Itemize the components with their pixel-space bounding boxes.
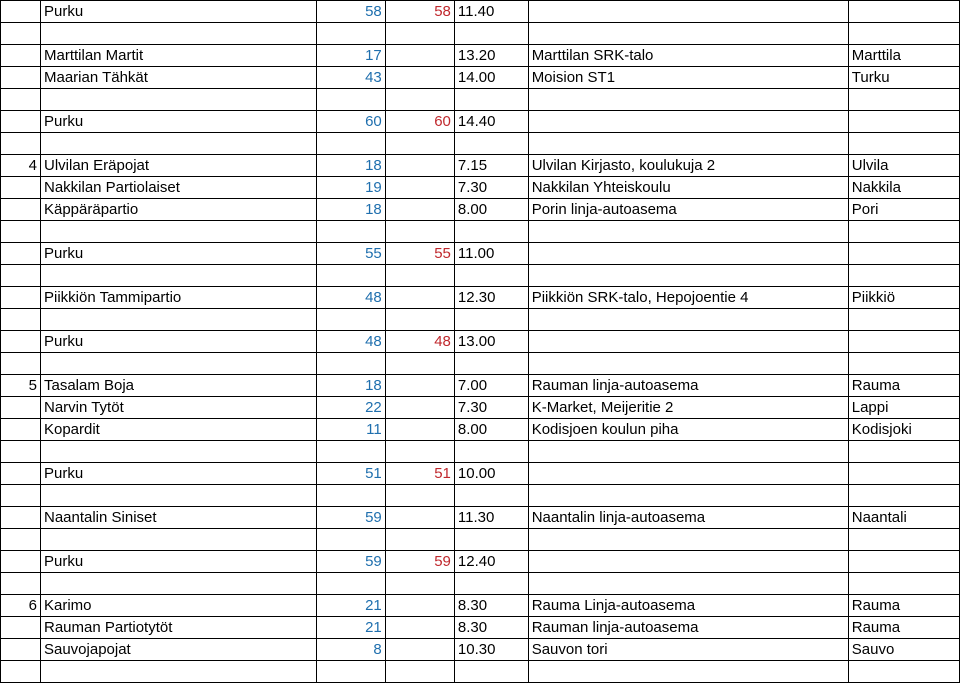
town-cell[interactable]: Lappi <box>848 397 959 419</box>
pickup-place-cell[interactable]: Rauma Linja-autoasema <box>528 595 848 617</box>
pickup-place-cell[interactable] <box>528 23 848 45</box>
town-cell[interactable] <box>848 243 959 265</box>
day-number-cell[interactable]: 4 <box>1 155 41 177</box>
unload-count-cell[interactable] <box>385 177 454 199</box>
table-row <box>1 265 960 287</box>
pickup-place-cell[interactable]: Porin linja-autoasema <box>528 199 848 221</box>
participant-count-cell[interactable]: 43 <box>316 67 385 89</box>
town-cell[interactable]: Pori <box>848 199 959 221</box>
table-row <box>1 639 960 661</box>
group-name-cell[interactable]: Ulvilan Eräpojat <box>40 155 316 177</box>
day-number-cell[interactable] <box>1 463 41 485</box>
group-name-cell[interactable]: Naantalin Siniset <box>40 507 316 529</box>
pickup-place-cell[interactable] <box>528 441 848 463</box>
unload-count-cell[interactable] <box>385 529 454 551</box>
participant-count-cell[interactable]: 18 <box>316 375 385 397</box>
group-name-cell[interactable]: Purku <box>40 1 316 23</box>
departure-time-cell[interactable] <box>454 661 528 683</box>
town-cell[interactable] <box>848 111 959 133</box>
participant-count-cell[interactable] <box>316 23 385 45</box>
departure-time-cell[interactable] <box>454 309 528 331</box>
participant-count-cell[interactable]: 59 <box>316 551 385 573</box>
pickup-place-cell[interactable] <box>528 265 848 287</box>
departure-time-cell[interactable]: 7.15 <box>454 155 528 177</box>
pickup-place-cell[interactable]: Ulvilan Kirjasto, koulukuja 2 <box>528 155 848 177</box>
town-cell[interactable] <box>848 133 959 155</box>
unload-count-cell[interactable] <box>385 199 454 221</box>
departure-time-cell[interactable] <box>454 265 528 287</box>
town-cell[interactable]: Ulvila <box>848 155 959 177</box>
town-cell[interactable]: Nakkila <box>848 177 959 199</box>
day-number-cell[interactable] <box>1 419 41 441</box>
unload-count-cell[interactable] <box>385 265 454 287</box>
pickup-place-cell[interactable]: Marttilan SRK-talo <box>528 45 848 67</box>
table-row <box>1 419 960 441</box>
day-number-cell[interactable] <box>1 551 41 573</box>
group-name-cell[interactable]: Marttilan Martit <box>40 45 316 67</box>
town-cell[interactable]: Rauma <box>848 617 959 639</box>
unload-count-cell[interactable] <box>385 639 454 661</box>
participant-count-cell[interactable]: 18 <box>316 199 385 221</box>
unload-count-cell[interactable] <box>385 441 454 463</box>
participant-count-cell[interactable]: 48 <box>316 287 385 309</box>
pickup-place-cell[interactable]: K-Market, Meijeritie 2 <box>528 397 848 419</box>
day-number-cell[interactable] <box>1 199 41 221</box>
departure-time-cell[interactable]: 8.30 <box>454 617 528 639</box>
day-number-cell[interactable] <box>1 45 41 67</box>
town-cell[interactable]: Kodisjoki <box>848 419 959 441</box>
unload-count-cell[interactable]: 48 <box>385 331 454 353</box>
pickup-place-cell[interactable] <box>528 573 848 595</box>
day-number-cell[interactable]: 6 <box>1 595 41 617</box>
table-row <box>1 529 960 551</box>
unload-count-cell[interactable] <box>385 661 454 683</box>
pickup-place-cell[interactable]: Naantalin linja-autoasema <box>528 507 848 529</box>
departure-time-cell[interactable]: 11.30 <box>454 507 528 529</box>
departure-time-cell[interactable]: 13.20 <box>454 45 528 67</box>
unload-count-cell[interactable] <box>385 485 454 507</box>
table-row <box>1 111 960 133</box>
participant-count-cell[interactable] <box>316 221 385 243</box>
unload-count-cell[interactable] <box>385 67 454 89</box>
table-row <box>1 397 960 419</box>
participant-count-cell[interactable] <box>316 89 385 111</box>
departure-time-cell[interactable]: 11.00 <box>454 243 528 265</box>
day-number-cell[interactable] <box>1 89 41 111</box>
day-number-cell[interactable]: 5 <box>1 375 41 397</box>
town-cell[interactable] <box>848 529 959 551</box>
town-cell[interactable]: Sauvo <box>848 639 959 661</box>
pickup-place-cell[interactable] <box>528 353 848 375</box>
pickup-place-cell[interactable] <box>528 89 848 111</box>
town-cell[interactable]: Naantali <box>848 507 959 529</box>
group-name-cell[interactable] <box>40 89 316 111</box>
unload-count-cell[interactable]: 51 <box>385 463 454 485</box>
group-name-cell[interactable] <box>40 23 316 45</box>
participant-count-cell[interactable] <box>316 133 385 155</box>
unload-count-cell[interactable] <box>385 595 454 617</box>
participant-count-cell[interactable]: 59 <box>316 507 385 529</box>
town-cell[interactable] <box>848 485 959 507</box>
unload-count-cell[interactable] <box>385 353 454 375</box>
pickup-place-cell[interactable] <box>528 551 848 573</box>
town-cell[interactable]: Turku <box>848 67 959 89</box>
table-row <box>1 67 960 89</box>
departure-time-cell[interactable]: 10.30 <box>454 639 528 661</box>
departure-time-cell[interactable]: 12.40 <box>454 551 528 573</box>
participant-count-cell[interactable]: 19 <box>316 177 385 199</box>
schedule-body <box>1 1 960 683</box>
group-name-cell[interactable]: Nakkilan Partiolaiset <box>40 177 316 199</box>
town-cell[interactable] <box>848 265 959 287</box>
town-cell[interactable] <box>848 441 959 463</box>
pickup-place-cell[interactable]: Sauvon tori <box>528 639 848 661</box>
unload-count-cell[interactable] <box>385 221 454 243</box>
participant-count-cell[interactable] <box>316 573 385 595</box>
unload-count-cell[interactable]: 60 <box>385 111 454 133</box>
group-name-cell[interactable] <box>40 661 316 683</box>
unload-count-cell[interactable] <box>385 573 454 595</box>
participant-count-cell[interactable]: 21 <box>316 617 385 639</box>
participant-count-cell[interactable] <box>316 661 385 683</box>
participant-count-cell[interactable]: 18 <box>316 155 385 177</box>
departure-time-cell[interactable] <box>454 221 528 243</box>
town-cell[interactable] <box>848 309 959 331</box>
group-name-cell[interactable] <box>40 221 316 243</box>
day-number-cell[interactable] <box>1 67 41 89</box>
day-number-cell[interactable] <box>1 573 41 595</box>
group-name-cell[interactable] <box>40 265 316 287</box>
unload-count-cell[interactable]: 58 <box>385 1 454 23</box>
departure-time-cell[interactable]: 11.40 <box>454 1 528 23</box>
group-name-cell[interactable]: Purku <box>40 463 316 485</box>
departure-time-cell[interactable]: 13.00 <box>454 331 528 353</box>
group-name-cell[interactable]: Narvin Tytöt <box>40 397 316 419</box>
table-row <box>1 133 960 155</box>
table-row <box>1 353 960 375</box>
table-row <box>1 617 960 639</box>
unload-count-cell[interactable] <box>385 23 454 45</box>
unload-count-cell[interactable] <box>385 89 454 111</box>
participant-count-cell[interactable]: 11 <box>316 419 385 441</box>
departure-time-cell[interactable] <box>454 529 528 551</box>
pickup-place-cell[interactable]: Rauman linja-autoasema <box>528 375 848 397</box>
table-row <box>1 375 960 397</box>
day-number-cell[interactable] <box>1 221 41 243</box>
town-cell[interactable]: Rauma <box>848 375 959 397</box>
table-row <box>1 309 960 331</box>
table-row <box>1 89 960 111</box>
day-number-cell[interactable] <box>1 485 41 507</box>
town-cell[interactable] <box>848 1 959 23</box>
day-number-cell[interactable] <box>1 397 41 419</box>
day-number-cell[interactable] <box>1 617 41 639</box>
town-cell[interactable] <box>848 551 959 573</box>
day-number-cell[interactable] <box>1 309 41 331</box>
table-row <box>1 287 960 309</box>
town-cell[interactable] <box>848 331 959 353</box>
unload-count-cell[interactable] <box>385 375 454 397</box>
table-row <box>1 221 960 243</box>
pickup-place-cell[interactable] <box>528 111 848 133</box>
table-row <box>1 45 960 67</box>
departure-time-cell[interactable]: 14.40 <box>454 111 528 133</box>
pickup-place-cell[interactable]: Piikkiön SRK-talo, Hepojoentie 4 <box>528 287 848 309</box>
pickup-place-cell[interactable] <box>528 243 848 265</box>
unload-count-cell[interactable] <box>385 133 454 155</box>
participant-count-cell[interactable] <box>316 529 385 551</box>
pickup-place-cell[interactable] <box>528 221 848 243</box>
departure-time-cell[interactable] <box>454 441 528 463</box>
group-name-cell[interactable] <box>40 353 316 375</box>
town-cell[interactable] <box>848 353 959 375</box>
group-name-cell[interactable]: Karimo <box>40 595 316 617</box>
day-number-cell[interactable] <box>1 507 41 529</box>
participant-count-cell[interactable]: 58 <box>316 1 385 23</box>
day-number-cell[interactable] <box>1 1 41 23</box>
participant-count-cell[interactable] <box>316 309 385 331</box>
participant-count-cell[interactable]: 55 <box>316 243 385 265</box>
participant-count-cell[interactable] <box>316 485 385 507</box>
group-name-cell[interactable]: Kopardit <box>40 419 316 441</box>
town-cell[interactable] <box>848 23 959 45</box>
day-number-cell[interactable] <box>1 133 41 155</box>
table-row <box>1 331 960 353</box>
pickup-place-cell[interactable]: Nakkilan Yhteiskoulu <box>528 177 848 199</box>
unload-count-cell[interactable] <box>385 309 454 331</box>
unload-count-cell[interactable]: 55 <box>385 243 454 265</box>
day-number-cell[interactable] <box>1 661 41 683</box>
table-row <box>1 661 960 683</box>
participant-count-cell[interactable]: 48 <box>316 331 385 353</box>
group-name-cell[interactable]: Tasalam Boja <box>40 375 316 397</box>
group-name-cell[interactable]: Purku <box>40 243 316 265</box>
pickup-place-cell[interactable] <box>528 463 848 485</box>
participant-count-cell[interactable]: 21 <box>316 595 385 617</box>
group-name-cell[interactable]: Purku <box>40 331 316 353</box>
pickup-place-cell[interactable] <box>528 529 848 551</box>
day-number-cell[interactable] <box>1 441 41 463</box>
departure-time-cell[interactable] <box>454 89 528 111</box>
group-name-cell[interactable] <box>40 573 316 595</box>
group-name-cell[interactable]: Piikkiön Tammipartio <box>40 287 316 309</box>
participant-count-cell[interactable]: 51 <box>316 463 385 485</box>
town-cell[interactable]: Marttila <box>848 45 959 67</box>
departure-time-cell[interactable]: 10.00 <box>454 463 528 485</box>
table-row <box>1 507 960 529</box>
pickup-place-cell[interactable]: Kodisjoen koulun piha <box>528 419 848 441</box>
town-cell[interactable] <box>848 221 959 243</box>
pickup-place-cell[interactable] <box>528 1 848 23</box>
departure-time-cell[interactable] <box>454 353 528 375</box>
table-row <box>1 485 960 507</box>
town-cell[interactable] <box>848 661 959 683</box>
departure-time-cell[interactable]: 8.00 <box>454 419 528 441</box>
table-row <box>1 441 960 463</box>
pickup-place-cell[interactable] <box>528 485 848 507</box>
group-name-cell[interactable] <box>40 485 316 507</box>
group-name-cell[interactable]: Sauvojapojat <box>40 639 316 661</box>
day-number-cell[interactable] <box>1 529 41 551</box>
departure-time-cell[interactable] <box>454 573 528 595</box>
departure-time-cell[interactable] <box>454 133 528 155</box>
departure-time-cell[interactable] <box>454 485 528 507</box>
unload-count-cell[interactable] <box>385 45 454 67</box>
unload-count-cell[interactable] <box>385 419 454 441</box>
participant-count-cell[interactable] <box>316 265 385 287</box>
group-name-cell[interactable] <box>40 441 316 463</box>
departure-time-cell[interactable]: 8.00 <box>454 199 528 221</box>
group-name-cell[interactable]: Purku <box>40 551 316 573</box>
unload-count-cell[interactable] <box>385 287 454 309</box>
table-row <box>1 243 960 265</box>
unload-count-cell[interactable] <box>385 617 454 639</box>
day-number-cell[interactable] <box>1 287 41 309</box>
pickup-place-cell[interactable] <box>528 331 848 353</box>
participant-count-cell[interactable]: 17 <box>316 45 385 67</box>
table-row <box>1 551 960 573</box>
group-name-cell[interactable]: Purku <box>40 111 316 133</box>
table-row <box>1 595 960 617</box>
group-name-cell[interactable] <box>40 133 316 155</box>
group-name-cell[interactable]: Maarian Tähkät <box>40 67 316 89</box>
unload-count-cell[interactable] <box>385 397 454 419</box>
day-number-cell[interactable] <box>1 331 41 353</box>
participant-count-cell[interactable]: 22 <box>316 397 385 419</box>
table-row <box>1 23 960 45</box>
departure-time-cell[interactable] <box>454 23 528 45</box>
departure-time-cell[interactable]: 7.30 <box>454 397 528 419</box>
participant-count-cell[interactable] <box>316 353 385 375</box>
table-row <box>1 155 960 177</box>
table-row <box>1 463 960 485</box>
day-number-cell[interactable] <box>1 23 41 45</box>
group-name-cell[interactable]: Rauman Partiotytöt <box>40 617 316 639</box>
unload-count-cell[interactable] <box>385 507 454 529</box>
table-row <box>1 1 960 23</box>
table-row <box>1 573 960 595</box>
group-name-cell[interactable] <box>40 309 316 331</box>
pickup-place-cell[interactable]: Rauman linja-autoasema <box>528 617 848 639</box>
table-row <box>1 199 960 221</box>
departure-time-cell[interactable]: 14.00 <box>454 67 528 89</box>
unload-count-cell[interactable] <box>385 155 454 177</box>
group-name-cell[interactable]: Käppäräpartio <box>40 199 316 221</box>
day-number-cell[interactable] <box>1 265 41 287</box>
day-number-cell[interactable] <box>1 111 41 133</box>
participant-count-cell[interactable]: 8 <box>316 639 385 661</box>
departure-time-cell[interactable]: 7.30 <box>454 177 528 199</box>
pickup-place-cell[interactable]: Moision ST1 <box>528 67 848 89</box>
pickup-place-cell[interactable] <box>528 661 848 683</box>
participant-count-cell[interactable] <box>316 441 385 463</box>
town-cell[interactable]: Rauma <box>848 595 959 617</box>
day-number-cell[interactable] <box>1 243 41 265</box>
participant-count-cell[interactable]: 60 <box>316 111 385 133</box>
town-cell[interactable] <box>848 89 959 111</box>
town-cell[interactable] <box>848 463 959 485</box>
unload-count-cell[interactable]: 59 <box>385 551 454 573</box>
departure-time-cell[interactable]: 12.30 <box>454 287 528 309</box>
group-name-cell[interactable] <box>40 529 316 551</box>
day-number-cell[interactable] <box>1 177 41 199</box>
town-cell[interactable]: Piikkiö <box>848 287 959 309</box>
table-row <box>1 177 960 199</box>
town-cell[interactable] <box>848 573 959 595</box>
pickup-place-cell[interactable] <box>528 133 848 155</box>
departure-time-cell[interactable]: 8.30 <box>454 595 528 617</box>
pickup-place-cell[interactable] <box>528 309 848 331</box>
departure-time-cell[interactable]: 7.00 <box>454 375 528 397</box>
day-number-cell[interactable] <box>1 639 41 661</box>
day-number-cell[interactable] <box>1 353 41 375</box>
